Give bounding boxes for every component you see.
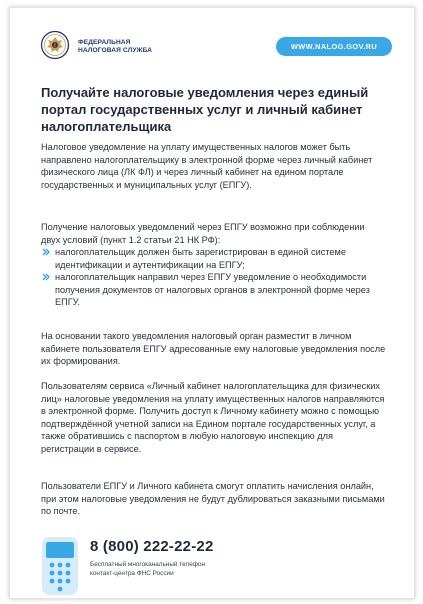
paragraph-3: На основании такого уведомления налоговый орган разместит в личном кабинете пользователя ЕПГУ адресованные ему налоговые уведомления после их формирования. [41,331,386,366]
list-item [41,271,386,309]
condition-text-1: налогоплательщик должен быть зарегистрирован в единой системе идентификации и аутентификации на ЕПГУ; [55,247,346,270]
condition-text-2: налогоплательщик направил через ЕПГУ уведомление о необходимости получения документов от налоговых органов в электронной форме через ЕПГУ. [55,272,370,307]
page-title: Получайте налоговые уведомления через единый портал государственных услуг и личный кабинет налогоплательщика [41,85,369,134]
page-header [40,30,392,62]
hotline-description-line2: контакт-центра ФНС России [90,570,174,577]
conditions-list [41,246,386,309]
document-page [9,7,415,599]
hotline-description-line1: Бесплатный многоканальный телефон [90,561,206,568]
paragraph-1: Налоговое уведомление на уплату имущественных налогов может быть направлено налогоплательщику в электронной форме через личный кабинет физического лица (ЛК ФЛ) и через личный кабинет на едином портале государственных и муниципальных услуг (ЕПГУ). [41,142,373,190]
fns-emblem-icon [40,30,70,60]
org-name-line1: ФЕДЕРАЛЬНАЯ [78,39,131,46]
contact-block [41,536,341,598]
hotline-description [90,560,205,578]
hotline-phone-number[interactable]: 8 (800) 222-22-22 [90,538,214,555]
conditions-block [41,221,386,309]
org-name-line2: НАЛОГОВАЯ СЛУЖБА [78,47,153,54]
paragraph-4: Пользователям сервиса «Личный кабинет налогоплательщика для физических лиц» налоговые уведомления на уплату имущественных налогов направляются в электронной форме. Получить доступ к Личному кабинету можно с помощью подтверждённой учетной записи на Едином портале государственных услуг, а также обратившись с паспортом в любую налоговую инспекцию для регистрации в сервисе. [41,381,385,454]
conditions-intro: Получение налоговых уведомлений через ЕПГУ возможно при соблюдении двух условий (пункт 1.2 статьи 21 НК РФ): [41,222,365,245]
website-link[interactable]: WWW.NALOG.GOV.RU [276,37,392,56]
paragraph-5: Пользователи ЕПГУ и Личного кабинета смогут оплатить начисления онлайн, при этом налоговые уведомления не будут дублироваться заказными письмами по почте. [41,481,385,516]
mobile-phone-icon [41,536,79,596]
org-name [78,39,152,55]
chevron-right-icon [41,272,51,282]
chevron-right-icon [41,247,51,257]
list-item [41,246,386,271]
